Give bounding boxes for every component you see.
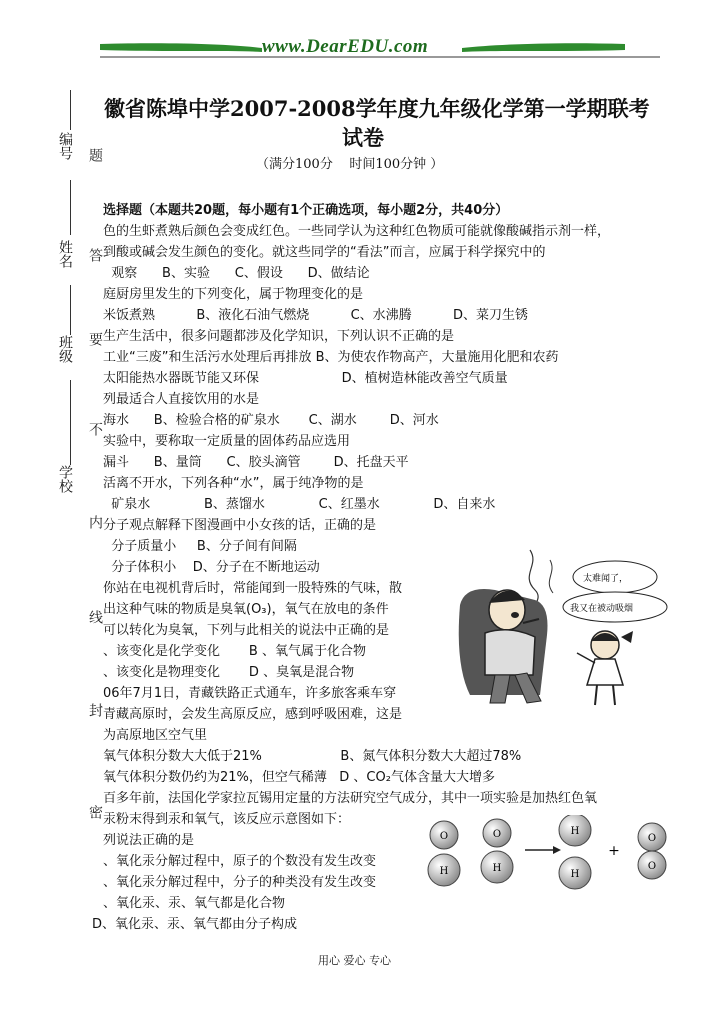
question-line: 活离不开水，下列各种“水”，属于纯净物的是: [103, 476, 364, 491]
question-line: 、氧化汞分解过程中，原子的个数没有发生改变: [103, 854, 377, 869]
seal-char: 题: [87, 148, 103, 162]
question-line: 百多年前，法国化学家拉瓦锡用定量的方法研究空气成分，其中一项实验是加热红色氧: [103, 791, 598, 806]
section-heading: 选择题（本题共20题，每小题有1个正确选项，每小题2分，共40分）: [103, 203, 509, 218]
atom-label: O: [492, 829, 502, 840]
question-line: 列最适合人直接饮用的水是: [103, 392, 260, 407]
seal-char: 线: [87, 610, 103, 624]
atom-label: H: [570, 826, 580, 837]
seal-char: 要: [87, 332, 103, 346]
binding-underline: [70, 285, 71, 335]
question-line: 列说法正确的是: [103, 833, 195, 848]
page-title-line2: 试卷: [342, 125, 384, 150]
page-title: 徽省陈埠中学2007-2008学年度九年级化学第一学期联考: [104, 96, 650, 121]
question-line: 可以转化为臭氧，下列与此相关的说法中正确的是: [103, 623, 390, 638]
atom-label: O: [647, 833, 657, 844]
atom-label: O: [439, 831, 449, 842]
atom-label: H: [439, 866, 449, 877]
atom-label: O: [647, 861, 657, 872]
binding-label-school: 学校: [57, 465, 73, 493]
seal-char: 封: [87, 703, 103, 717]
site-url: www.DearEDU.com: [262, 36, 429, 57]
bubble-text-1: 太难闻了，: [583, 574, 629, 584]
question-line: 观察 B、实验 C、假设 D、做结论: [103, 266, 370, 281]
binding-underline: [70, 180, 71, 235]
question-line: 、该变化是物理变化 D 、臭氧是混合物: [103, 665, 355, 680]
question-line: 氧气体积分数大大低于21% B、氮气体积分数大大超过78%: [103, 749, 522, 764]
atom-label: H: [570, 869, 580, 880]
binding-label-name: 姓名: [57, 240, 73, 268]
seal-char: 密: [87, 805, 103, 819]
binding-label-number: 编号: [57, 132, 73, 160]
page-footer: 用心 爱心 专心: [318, 954, 391, 967]
plus-sign: +: [608, 843, 620, 859]
question-line: 到酸或碱会发生颜色的变化。就这些同学的“看法”而言，应属于科学探究中的: [103, 245, 546, 260]
question-line: 青藏高原时，会发生高原反应，感到呼吸困难，这是: [103, 707, 403, 722]
question-line: 庭厨房里发生的下列变化，属于物理变化的是: [103, 287, 364, 302]
question-line: 你站在电视机背后时，常能闻到一股特殊的气味，散: [103, 581, 403, 596]
atom-label: H: [492, 863, 502, 874]
question-line: 矿泉水 B、蒸馏水 C、红墨水 D、自来水: [103, 497, 496, 512]
seal-char: 内: [87, 515, 103, 529]
seal-char: 答: [87, 248, 103, 262]
question-line: 06年7月1日，青藏铁路正式通车，许多旅客乘车穿: [103, 686, 397, 701]
question-line: 实验中，要称取一定质量的固体药品应选用: [103, 434, 351, 449]
question-line: 工业“三废”和生活污水处理后再排放 B、为使农作物高产，大量施用化肥和农药: [103, 350, 559, 365]
question-line: 汞粉末得到汞和氧气，该反应示意图如下：: [103, 812, 351, 827]
question-line: 分子质量小 B、分子间有间隔: [103, 539, 297, 554]
question-line: 出这种气味的物质是臭氧(O₃)，氧气在放电的条件: [103, 602, 389, 617]
question-line: 海水 B、检验合格的矿泉水 C、湖水 D、河水: [103, 413, 439, 428]
binding-label-class: 班级: [57, 335, 73, 363]
question-line: 分子体积小 D、分子在不断地运动: [103, 560, 320, 575]
question-line: 太阳能热水器既节能又环保 D、植树造林能改善空气质量: [103, 371, 508, 386]
bubble-text-2: 我又在被动吸烟: [570, 604, 634, 614]
binding-underline: [70, 90, 71, 130]
smoking-cartoon: [455, 545, 670, 710]
reaction-diagram: [422, 815, 682, 895]
question-line: 漏斗 B、量筒 C、胶头滴管 D、托盘天平: [103, 455, 409, 470]
question-line: D、氧化汞、汞、氧气都由分子构成: [92, 917, 298, 932]
binding-underline: [70, 380, 71, 465]
exam-info: （满分100分 时间100分钟 ）: [256, 157, 444, 172]
binding-margin: [0, 60, 103, 960]
question-line: 分子观点解释下图漫画中小女孩的话，正确的是: [103, 518, 377, 533]
question-line: 、氧化汞分解过程中，分子的种类没有发生改变: [103, 875, 377, 890]
seal-char: 不: [87, 422, 103, 436]
question-line: 、氧化汞、汞、氧气都是化合物: [103, 896, 286, 911]
question-line: 生产生活中，很多问题都涉及化学知识，下列认识不正确的是: [103, 329, 455, 344]
question-line: 、该变化是化学变化 B 、氧气属于化合物: [103, 644, 366, 659]
site-header: [0, 30, 725, 70]
question-line: 米饭煮熟 B、液化石油气燃烧 C、水沸腾 D、菜刀生锈: [103, 308, 528, 323]
question-line: 为高原地区空气里: [103, 728, 208, 743]
question-line: 氧气体积分数仍约为21%，但空气稀薄 D 、CO₂气体含量大大增多: [103, 770, 495, 785]
question-line: 色的生虾煮熟后颜色会变成红色。一些同学认为这种红色物质可能就像酸碱指示剂一样，: [103, 224, 611, 239]
